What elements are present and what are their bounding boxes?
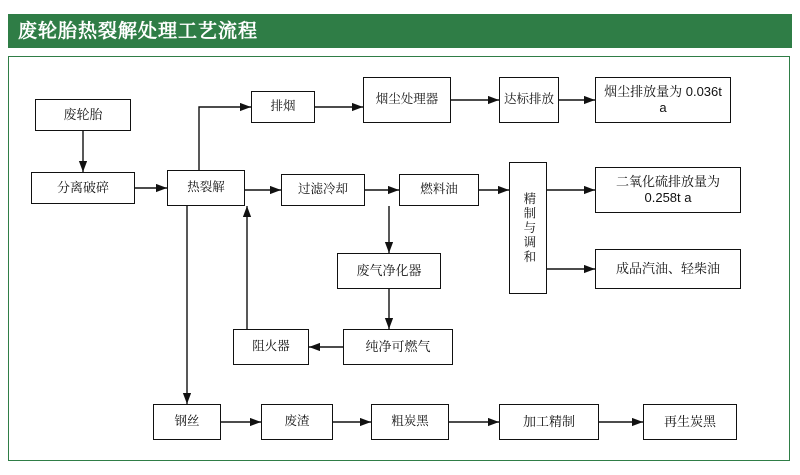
node-label: 燃料油: [420, 182, 458, 197]
node-label: 粗炭黑: [391, 414, 429, 429]
node-dust_amount: [595, 77, 731, 123]
page-title: 废轮胎热裂解处理工艺流程: [18, 20, 259, 42]
node-waste_tire: [35, 99, 131, 131]
node-pyrolysis: [167, 170, 245, 206]
node-separate_crush: [31, 172, 135, 204]
node-processing: [499, 404, 599, 440]
node-flame_arrester: [233, 329, 309, 365]
node-filter_cool: [281, 174, 365, 206]
node-label: 纯净可燃气: [365, 338, 431, 354]
title-bar: [8, 14, 792, 48]
node-label: 加工精制: [522, 413, 575, 429]
node-so2_amount: [595, 167, 741, 213]
node-label: 废气净化器: [356, 262, 422, 278]
node-label: 热裂解: [187, 180, 225, 195]
node-gasoline_diesel: [595, 249, 741, 289]
flowchart-canvas: [8, 56, 790, 461]
node-dust_treatment: [363, 77, 451, 123]
node-label: 排烟: [270, 99, 296, 114]
node-standard_emission: [499, 77, 559, 123]
node-label: 烟尘处理器: [375, 92, 439, 107]
node-label: 再生炭黑: [663, 413, 716, 429]
node-label: 废渣: [284, 414, 310, 429]
node-label: 达标排放: [503, 92, 554, 107]
node-clean_gas: [343, 329, 453, 365]
node-steel_wire: [153, 404, 221, 440]
node-label: 钢丝: [174, 414, 200, 429]
node-label: 精制与调和: [521, 191, 536, 265]
connector-pyrolysis-to-exhaust_smoke: [199, 107, 251, 170]
node-label: 二氧化硫排放量为 0.258t a: [615, 173, 720, 205]
node-gas_purifier: [337, 253, 441, 289]
node-label: 废轮胎: [63, 106, 103, 122]
node-fuel_oil: [399, 174, 479, 206]
node-label: 过滤冷却: [297, 182, 348, 197]
node-waste_residue: [261, 404, 333, 440]
node-label: 分离破碎: [56, 179, 109, 195]
node-label: 成品汽油、轻柴油: [615, 260, 720, 276]
node-exhaust_smoke: [251, 91, 315, 123]
node-coarse_carbon: [371, 404, 449, 440]
node-label: 阻火器: [252, 339, 290, 354]
node-refine_blend: [509, 162, 547, 294]
node-regen_carbon: [643, 404, 737, 440]
node-label: 烟尘排放量为 0.036t a: [604, 83, 722, 115]
